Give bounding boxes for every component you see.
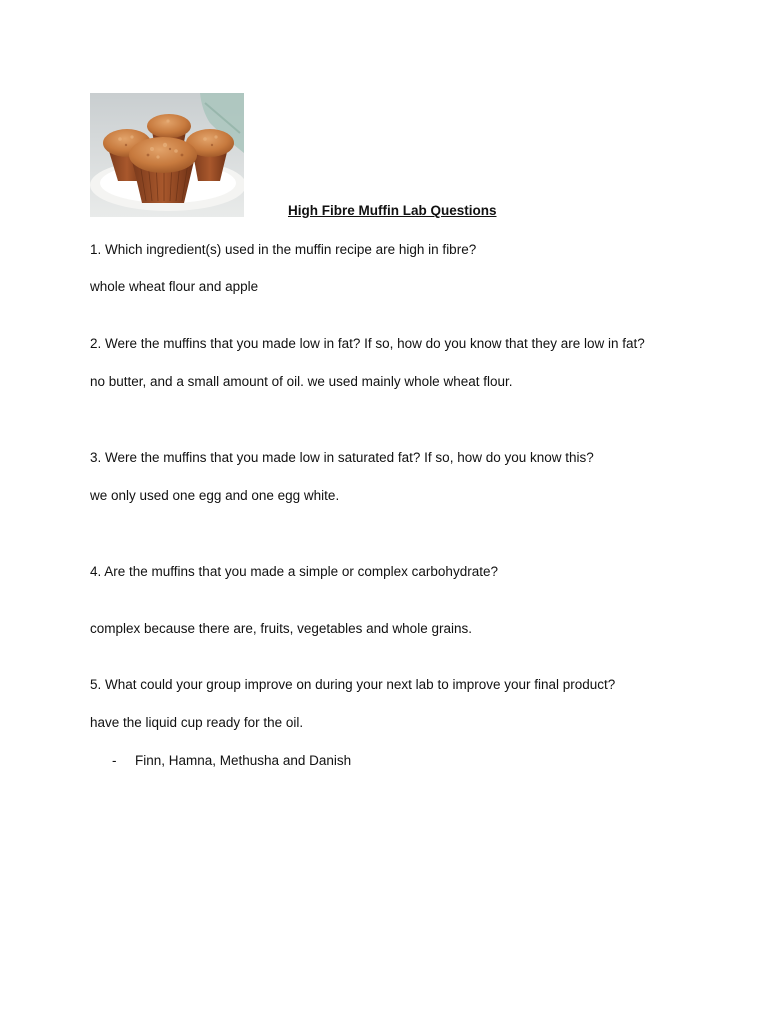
question-4: 4. Are the muffins that you made a simple or complex carbohydrate?: [90, 564, 498, 579]
answer-3: we only used one egg and one egg white.: [90, 488, 340, 503]
question-2: 2. Were the muffins that you made low in fat? If so, how do you know that they are low in fat?: [90, 336, 645, 351]
answer-4: complex because there are, fruits, vegetables and whole grains.: [90, 621, 472, 636]
muffins-photo: [90, 93, 244, 217]
document-title: High Fibre Muffin Lab Questions: [288, 203, 497, 218]
question-5: 5. What could your group improve on during your next lab to improve your final product?: [90, 677, 616, 692]
answer-2: no butter, and a small amount of oil. we used mainly whole wheat flour.: [90, 374, 513, 389]
answer-1: whole wheat flour and apple: [90, 279, 259, 294]
bullet-marker: -: [112, 753, 117, 768]
answer-5: have the liquid cup ready for the oil.: [90, 715, 304, 730]
question-3: 3. Were the muffins that you made low in saturated fat? If so, how do you know this?: [90, 450, 594, 465]
question-1: 1. Which ingredient(s) used in the muffin recipe are high in fibre?: [90, 242, 477, 257]
group-members: Finn, Hamna, Methusha and Danish: [135, 753, 352, 768]
